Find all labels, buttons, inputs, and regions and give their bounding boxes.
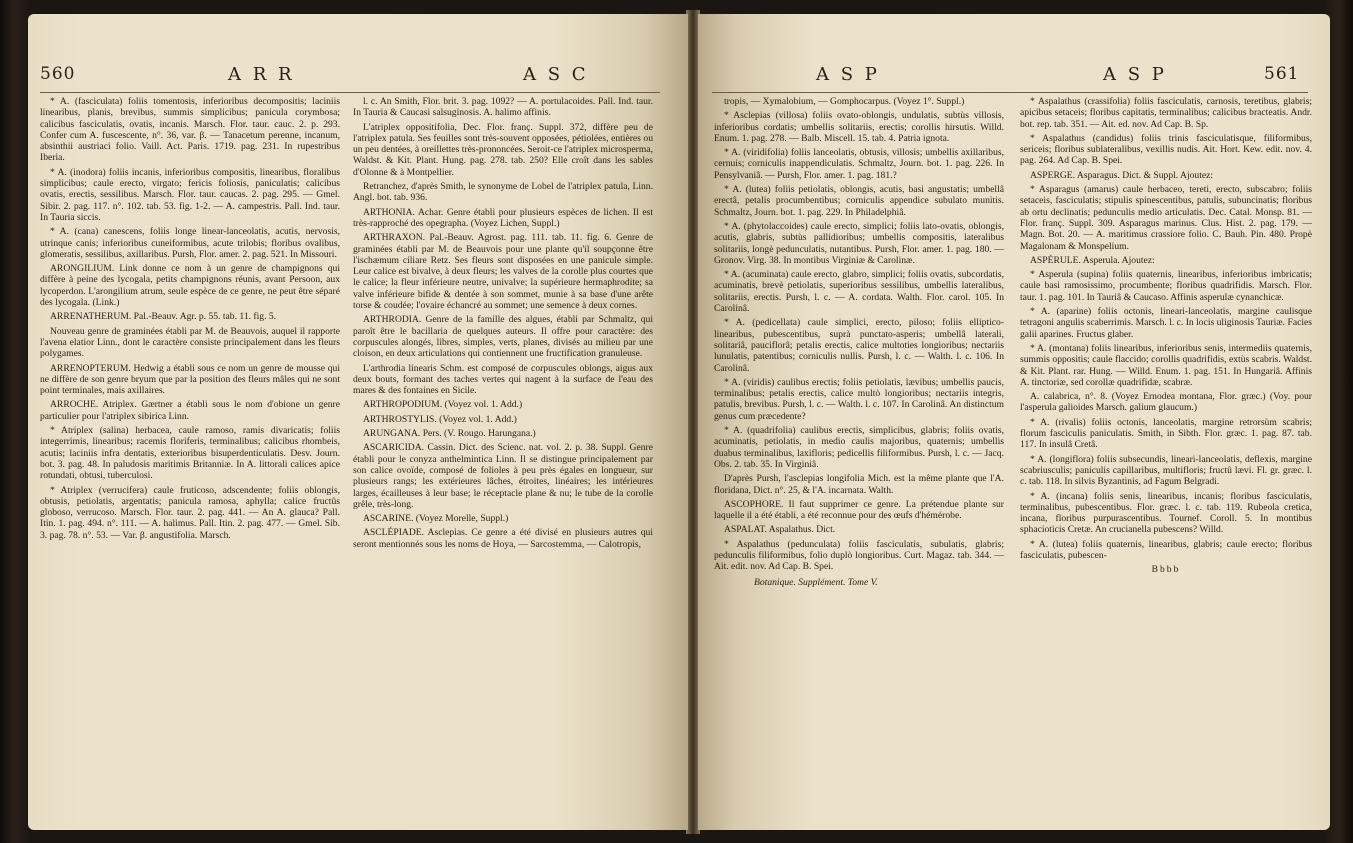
paragraph: * Asperula (supina) foliis quaternis, linearibus, inferioribus imbricatis; caule basi ramosissimo, procumbente; floribus quadrifidis. Marsch. Flor. taur. 1. pag. 101. In Tauriâ & Caucaso. Affinis asperulæ cynanchicæ. [1020,269,1312,303]
paragraph: ARROCHE. Atriplex. Gærtner a établi sous le nom d'obione un genre particulier pour l'atriplex sibirica Linn. [40,399,340,422]
paragraph: ASPALAT. Aspalathus. Dict. [724,524,836,536]
paragraph: * A. (lutea) foliis petiolatis, oblongis, acutis, basi angustatis; umbellâ erectâ, petalis procumbentibus; corniculis appendice subulato munitis. Schmaltz, Journ. bot. 1. pag. 229. In Philadelphiâ. [714,184,1004,218]
right-column-2 [1020,96,1312,579]
paragraph: ARUNGANA. Pers. (V. Rougo. Harungana.) [363,428,536,440]
paragraph: * Asclepias (villosa) foliis ovato-oblongis, undulatis, subtùs villosis, inferioribus cordatis; umbellis solitariis, erectis; corollis hirsutis. Willd. Enum. 1. pag. 278. — Balb. Miscell. 15. tab. 4. Patria ignota. [714,110,1004,144]
paragraph: ASPÉRULE. Asperula. Ajoutez: [1030,254,1155,266]
left-page-header [28,64,688,94]
right-page [698,14,1330,830]
left-page-number: 560 [40,64,76,84]
paragraph: ARRENATHERUM. Pal.-Beauv. Agr. p. 55. tab. 11. fig. 5. [50,311,277,323]
left-header-rule [40,92,660,93]
paragraph: ASCARICIDA. Cassin. Dict. des Scienc. nat. vol. 2. p. 38. Suppl. Genre établi pour le conyza anthelmintica Linn. Il se distingue principalement par son calice ovoïde, composé de folioles à peu près égales en longueur, sur plusieurs rangs; les extérieures lâches, étroites, linéaires; les intérieures larges, écailleuses à leur base; le réceptacle plane & nu; le tube de la corolle grêle, très-long. [353,442,653,510]
paragraph: * A. (longiflora) foliis subsecundis, lineari-lanceolatis, deflexis, margine scabriusculis; paniculis capillaribus, multifloris; fructû lævi. Fl. gr. græc. l. c. tab. 118. In silvis Byzantinis, ad Fagum Belgradi. [1020,453,1312,488]
paragraph: ASCARINE. (Voyez Morelle, Suppl.) [363,513,509,525]
page-footer: Botanique. Supplément. Tome V. [754,576,878,588]
paragraph: * Asparagus (amarus) caule herbaceo, tereti, erecto, subscabro; foliis setaceis, fasciculatis; stipulis spinescentibus, patulis, subuncinatis; floribus ab ortu declinatis; pedunculis medio articulatis. Dec. Catal. Monsp. 81. — Flor. franç. Suppl. 309. Asparagus marinus. Clus. Hist. 2. pag. 179. — Magn. Bot. 20. — A. maritimus crassiore folio. C. Bauh. Pin. 480. Propè Magalonam & Monspelium. [1020,184,1312,252]
paragraph: ASCOPHORE. Il faut supprimer ce genre. La prétendue plante sur laquelle il a été établi, a été reconnue pour des œufs d'hémérobe. [714,498,1004,522]
paragraph: A. calabrica, n°. 8. (Voyez Ernodea montana, Flor. græc.) (Voy. pour l'asperula galioides Marsch. galium glaucum.) [1020,391,1312,414]
paragraph: * A. (incana) foliis senis, linearibus, incanis; floribus fasciculatis, terminalibus, pubescentibus. Flor. græc. l. c. tab. 119. Rubeola cretica, incana, floribus purpurascentibus. Tournef. Coroll. 5. In montibus sphacioticis Cretæ. An crucianella pubescens? Willd. [1020,490,1312,536]
left-running-head-2: A S C [523,64,589,85]
paragraph: tropis, — Xymalobium, — Gomphocarpus. (Voyez 1°. Suppl.) [724,96,965,107]
paragraph: l. c. An Smith, Flor. brit. 3. pag. 1092? — A. portulacoides. Pall. Ind. taur. In Tauria & Caucasi salsuginosis. A. halimo affinis. [353,96,653,119]
left-column-1 [40,96,340,544]
paragraph: * A. (acuminata) caule erecto, glabro, simplici; foliis ovatis, subcordatis, acuminatis, brevè petiolatis, superioribus sessilibus, umbellis lateralibus, solitariis, erectis. Pursh, l. c. — A. cordata. Walth. Flor. carol. 105. In Carolinâ. [714,269,1004,315]
paragraph: * A. (quadrifolia) caulibus erectis, simplicibus, glabris; foliis ovatis, acuminatis, petiolatis, in medio caulis majoribus, quaternis; umbellis duabus terminalibus, laxifloris; pedicellis filiformibus. Pursh, l. c. — Jacq. Obs. 2. tab. 35. In Virginiâ. [714,425,1004,470]
paragraph: * A. (cana) canescens, foliis longe linear-lanceolatis, acutis, nervosis, utrinque canis; inferioribus cuneiformibus, acute trilobis; floribus ovalibus, glomeratis, sessilibus, axillaribus. Pursh, Flor. amer. 2. pag. 521. In Missouri. [40,226,340,260]
paragraph: ARTHRODIA. Genre de la famille des algues, établi par Schmaltz, qui paroît être le bacillaria de quelques auteurs. Il offre pour caractère: des corpuscules alongés, libres, simples, verts, planes, divisés au milieu par une cloison, en deux articulations qui contiennent une fructification granuleuse. [353,314,653,360]
paragraph: ASCLÉPIADE. Asclepias. Ce genre a été divisé en plusieurs autres qui seront mentionnés sous les noms de Hoya, — Sarcostemma, — Calotropis, [353,527,653,550]
paragraph: ARTHRAXON. Pal.-Beauv. Agrost. pag. 111. tab. 11. fig. 6. Genre de graminées établi par M. de Beauvois pour une plante qu'il soupçonne être l'ischæmum ciliare Retz. Ses fleurs sont disposées en une panicule simple. Leur calice est bivalve, à deux fleurs; les valves de la corolle plus courtes que le calice; la fleur inférieure neutre, univalve; la supérieure hermaphrodite; sa valve inférieure bifide & dentée à son sommet, munie à sa base d'une arête torse & coudée; l'ovaire échancré au sommet; une semence à deux cornes. [353,232,653,312]
paragraph: ARTHONIA. Achar. Genre établi pour plusieurs espèces de lichen. Il est très-rapproché des opegrapha. (Voyez Lichen, Suppl.) [353,206,653,229]
paragraph: * A. (viridis) caulibus erectis; foliis petiolatis, lævibus; umbellis paucis, terminalibus; petalis erectis, calice multò longioribus; nectariis integris, patulis, brevibus. Pursh, l. c. — Walth. l. c. 107. In Carolinâ. An distinctum genus cum præcedente? [714,376,1004,422]
paragraph: ARTHROSTYLIS. (Voyez vol. 1. Add.) [363,413,517,425]
paragraph: * A. (montana) foliis linearibus, inferioribus senis, intermediis quaternis, summis oppositis; caule flaccido; corollis quadrifidis, extùs scabris. Waldst. & Kit. Plant. rar. Hung. — Willd. Enum. 1. pag. 151. In Hungariâ. Affinis A. tinctoriæ, sed corollæ quadrifidæ, scabræ. [1020,342,1312,388]
right-page-number: 561 [1264,64,1300,84]
paragraph: * Atriplex (verrucifera) caule fruticoso, adscendente; foliis oblongis, obtusis, petiolatis, argentatis; panicula ramosa, aphylla; calice fructûs globoso, verrucoso. Marsch. Flor. taur. 2. pag. 441. — An A. glauca? Pall. Itin. 1. pag. 494. n°. 111. — A. halimus. Pall. Itin. 2. pag. 477. — Gmel. Sib. 3. pag. 78. n°. 53. — Var. β. angustifolia. Marsch. [40,484,340,541]
paragraph: * A. (lutea) foliis quaternis, linearibus, glabris; caule erecto; floribus fasciculatis, pubescen- [1020,538,1312,561]
paragraph: L'arthrodia linearis Schm. est composé de corpuscules oblongs, aigus aux deux bouts, formant des taches vertes qui nagent à la surface de l'eau des mares & des fontaines en Sicile. [353,362,653,397]
paragraph: Retranchez, d'après Smith, le synonyme de Lobel de l'atriplex patula, Linn. Angl. bot. tab. 936. [353,181,653,204]
right-header-rule [712,92,1308,93]
paragraph: * A. (viridifolia) foliis lanceolatis, obtusis, villosis; umbellis axillaribus, cernuis; corniculis inappendiculatis. Schmaltz, Journ. bot. 1. pag. 226. In Pensylvaniâ. — Pursh, Flor. amer. 1. pag. 181.? [714,147,1004,181]
paragraph: * A. (inodora) foliis incanis, inferioribus compositis, linearibus, floralibus simplicibus; caule erecto, virgato; fericis foliosis, paniculatis; calicibus ovatis, erectis, sessilibus. Marsch. Flor. taur. caucas. 2. pag. 295. — Gmel. Sibir. 2. pag. 117. n°. 102. tab. 53. fig. 1-2. — A. campestris. Pall. Ind. taur. In Tauria siccis. [40,166,340,223]
right-column-1 [714,96,1004,591]
left-running-head-1: A R R [228,64,295,85]
paragraph: D'après Pursh, l'asclepias longifolia Mich. est la même plante que l'A. floridana, Dict. n°. 25, & l'A. incarnata. Walth. [714,473,1004,496]
paragraph: ASPERGE. Asparagus. Dict. & Suppl. Ajoutez: [1030,169,1214,181]
paragraph: Nouveau genre de graminées établi par M. de Beauvois, auquel il rapporte l'avena elatior Linn., dont le caractère consiste principalement dans les fleurs polygames. [40,325,340,360]
paragraph: ARONGILIUM. Link donne ce nom à un genre de champignons qui diffère à peine des lycogala, petits champignons réunis, avant Persoon, aux lycoperdon. L'arongilium atrum, seule espèce de ce genre, ne peut être séparé des lycogala. (Link.) [40,263,340,309]
paragraph: ARTHROPODIUM. (Voyez vol. 1. Add.) [363,399,523,411]
right-running-head-1: A S P [816,64,880,85]
paragraph: * A. (fasciculata) foliis tomentosis, inferioribus decompositis; laciniis linearibus, planis, brevibus, summis simplicibus; panicula corymbosa; calicibus fasciculatis, ovatis, incanis. Marsch. Flor. taur. cauc. 2. p. 293. Confer cum A. fuscescente, n°. 36, var. β. — Tanacetum perenne, incanum, absinthii austriaci folio. Vaill. Act. Paris. 1719. pag. 231. In rupestribus Iberia. [40,96,340,164]
paragraph: * Aspalathus (crassifolia) foliis fasciculatis, carnosis, teretibus, glabris; apicibus setaceis; floribus capitatis, terminalibus; calicibus bracteatis. Andr. bot. rep. tab. 351. — Ait. ed. nov. Ad Cap. B. Sp. [1020,96,1312,130]
left-column-2 [353,96,653,553]
paragraph: * A. (aparine) foliis octonis, lineari-lanceolatis, margine caulisque tetragoni angulis scaberrimis. Marsch. l. c. In locis uliginosis Tauriæ. Facies galii aparines. Fructus glaber. [1020,306,1312,340]
signature-mark: Bbbb [1151,564,1181,576]
paragraph: * A. (pedicellata) caule simplici, erecto, piloso; foliis elliptico-linearibus, pubescentibus, suprà punctato-asperis; umbellâ laterali, solitariâ, pauciflorâ; petalis erectis, calice multoties longioribus; nectariis lunulatis, patentibus; corniculis nullis. Pursh, l. c. — Walth. l. c. 106. In Carolinâ. [714,317,1004,374]
paragraph: * A. (phytolaccoides) caule erecto, simplici; foliis lato-ovatis, oblongis, acutis, glabris, subtùs pallidioribus; umbellis compositis, lateralibus solitariis, longè pedunculatis, nutantibus. Pursh, Flor. amer. 1. pag. 180. — Gronov. Virg. 38. In montibus Virginiæ & Carolinæ. [714,220,1004,266]
right-running-head-2: A S P [1103,64,1167,85]
left-page [28,14,688,830]
paragraph: ARRENOPTERUM. Hedwig a établi sous ce nom un genre de mousse qui ne diffère de son genre bryum que par la position des fleurs mâles qui ne sont point terminales, mais axillaires. [40,362,340,397]
paragraph: * Aspalathus (pedunculata) foliis fasciculatis, subulatis, glabris; pedunculis filiformibus, folio duplò longioribus. Curt. Magaz. tab. 344. — Ait. edit. nov. Ad Cap. B. Spei. [714,538,1004,573]
paragraph: * Aspalathus (candidus) foliis trinis fasciculatisque, filiformibus, sericeis; floribus sublateralibus, vexillis nudis. Ait. Hort. Kew. edit. nov. 4. pag. 264. Ad Cap. B. Spei. [1020,132,1312,167]
paragraph: * Atriplex (salina) herbacea, caule ramoso, ramis divaricatis; foliis integerrimis, linearibus; racemis floriferis, terminalibus; calicibus rhombeis, acutis; laciniis infra dentatis, exterioribus bisuperdenticulatis. Desv. Journ. bot. 3. pag. 48. In paludosis maritimis Britanniæ. In A. littorali calices apice rotundati, obtusi, tuberculosi. [40,425,340,482]
right-page-header [698,64,1330,94]
paragraph: * A. (rivalis) foliis octonis, lanceolatis, margine retrorsùm scabris; florum fasciculis paniculatis. Smith, in Sibth. Flor. græc. 1. pag. 87. tab. 117. In insulâ Cretâ. [1020,416,1312,451]
paragraph: L'atriplex oppositifolia, Dec. Flor. franç. Suppl. 372, diffère peu de l'atriplex patula. Ses feuilles sont très-souvent opposées, pétiolées, entières ou un peu dentées, à oreillettes très-prononcées. Seroit-ce l'atriplex microsperma, Waldst. & Kit. Plant. Hung. pag. 278. tab. 250? Elle croît dans les sables d'Olonne & à Montpellier. [353,121,653,178]
